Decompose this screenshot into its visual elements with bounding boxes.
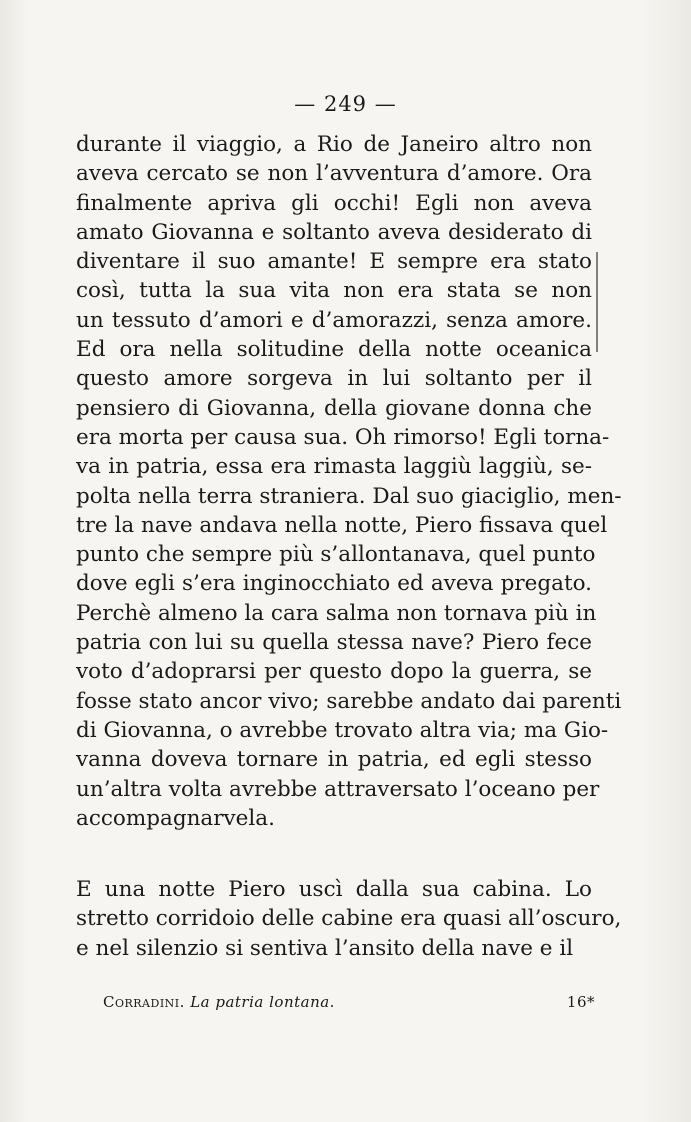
text-line: polta nella terra straniera. Dal suo giaciglio, men-: [76, 483, 622, 509]
text-line: pensiero di Giovanna, della giovane donna che: [76, 395, 592, 421]
paragraph: [76, 130, 622, 833]
text-line: voto d’adoprarsi per questo dopo la guerra, se: [76, 659, 592, 685]
text-line: fosse stato ancor vivo; sarebbe andato dai parenti: [76, 688, 622, 714]
text-line: va in patria, essa era rimasta laggiù laggiù, se-: [76, 454, 592, 480]
page-number: — 249 —: [294, 92, 397, 116]
text-line: questo amore sorgeva in lui soltanto per il: [76, 366, 592, 392]
text-line: così, tutta la sua vita non era stata se non: [76, 278, 592, 304]
text-line: patria con lui su quella stessa nave? Piero fece: [76, 630, 592, 656]
paragraph: [76, 875, 622, 963]
text-line: diventare il suo amante! E sempre era stato: [76, 249, 592, 275]
paragraph-gap: [76, 833, 592, 875]
text-line: durante il viaggio, a Rio de Janeiro altro non: [76, 132, 592, 157]
text-line: stretto corridoio delle cabine era quasi all’oscuro,: [76, 906, 622, 932]
text-line: aveva cercato se non l’avventura d’amore. Ora: [76, 161, 592, 187]
text-line: amato Giovanna e soltanto aveva desiderato di: [76, 219, 592, 245]
text-line: dove egli s’era inginocchiato ed aveva pregato.: [76, 571, 592, 597]
text-line: era morta per causa sua. Oh rimorso! Egli torna-: [76, 424, 610, 450]
text-line: E una notte Piero uscì dalla sua cabina. Lo: [76, 877, 592, 903]
footer-signature: 16*: [566, 993, 595, 1011]
text-line: e nel silenzio si sentiva l’ansito della nave e il: [76, 935, 574, 961]
page-footer: [103, 993, 595, 1011]
footer-author: Corradini.: [103, 993, 185, 1011]
text-line: punto che sempre più s’allontanava, quel punto: [76, 542, 596, 568]
text-line: finalmente apriva gli occhi! Egli non aveva: [76, 190, 592, 216]
margin-pencil-mark: [596, 252, 606, 352]
text-line: un tessuto d’amori e d’amorazzi, senza amore.: [76, 307, 592, 333]
text-line: di Giovanna, o avrebbe trovato altra via; ma Gio-: [76, 717, 609, 743]
text-line: Perchè almeno la cara salma non tornava più in: [76, 600, 597, 626]
body-text: [76, 130, 622, 963]
footer-title: La patria lontana.: [190, 993, 335, 1011]
text-line: un’altra volta avrebbe attraversato l’oceano per: [76, 776, 600, 802]
text-line: accompagnarvela.: [76, 805, 275, 831]
text-line: Ed ora nella solitudine della notte oceanica: [76, 337, 592, 363]
text-line: vanna doveva tornare in patria, ed egli stesso: [76, 747, 592, 773]
text-line: tre la nave andava nella notte, Piero fissava quel: [76, 512, 608, 538]
